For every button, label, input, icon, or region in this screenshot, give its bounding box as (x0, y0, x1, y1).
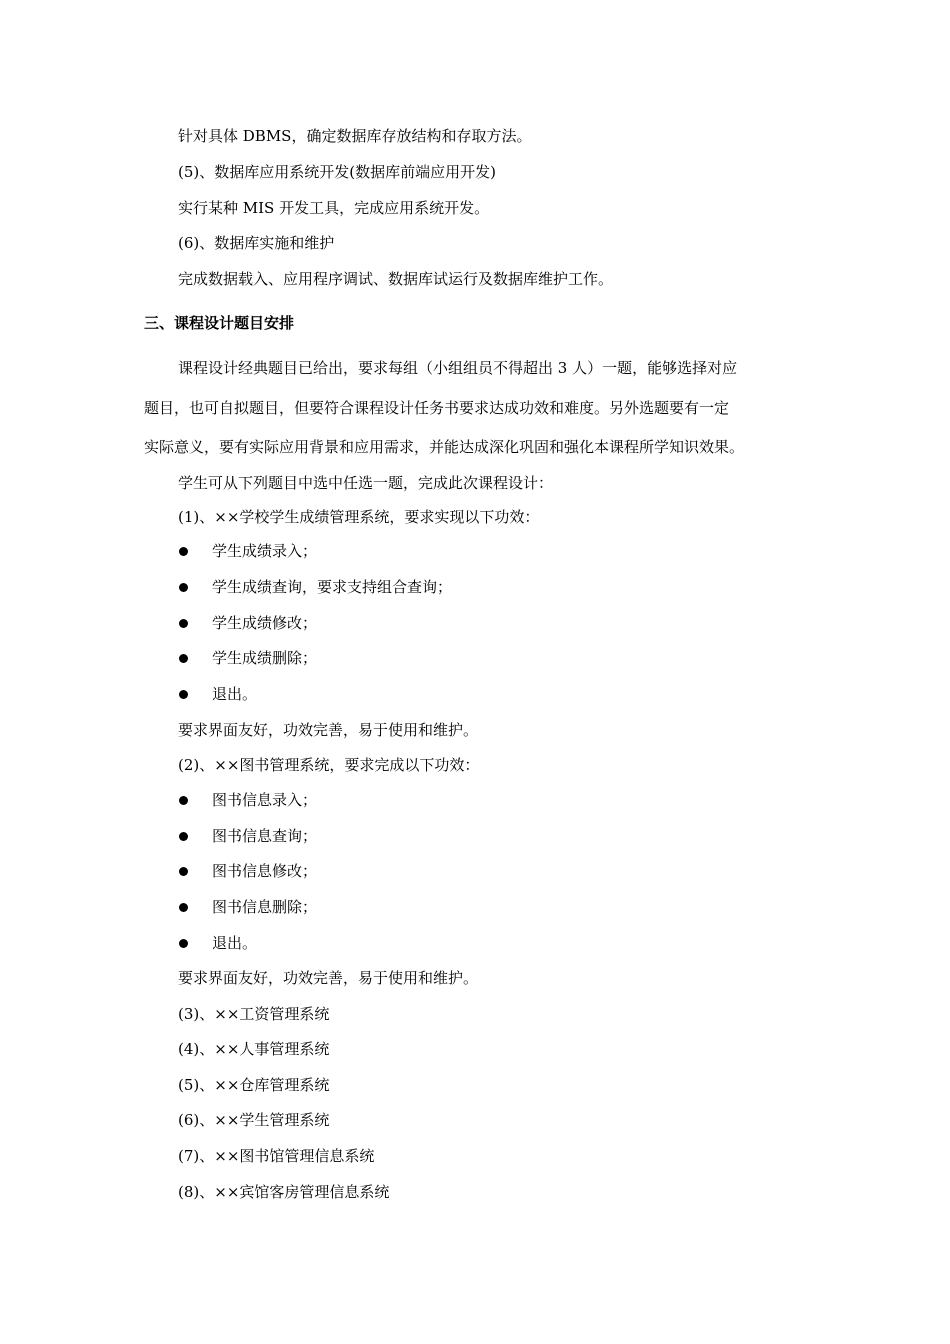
bullet-icon (179, 654, 188, 663)
bullet-item: 图书信息修改； (212, 862, 318, 880)
bullet-icon (179, 832, 188, 841)
bullet-icon (179, 619, 188, 628)
topic-title: (1)、××学校学生成绩管理系统，要求实现以下功效： (178, 508, 540, 526)
bullet-icon (179, 939, 188, 948)
text-line: 针对具体 DBMS，确定数据库存放结构和存取方法。 (178, 127, 532, 145)
step-heading: (6)、数据库实施和维护 (178, 234, 335, 252)
bullet-item: 学生成绩查询，要求支持组合查询； (212, 578, 453, 596)
paragraph-line: 题目，也可自拟题目，但要符合课程设计任务书要求达成功效和难度。另外选题要有一定 (144, 399, 730, 417)
bullet-icon (179, 547, 188, 556)
requirement-line: 要求界面友好，功效完善，易于使用和维护。 (178, 969, 479, 987)
bullet-item: 退出。 (212, 685, 258, 703)
bullet-item: 退出。 (212, 934, 258, 952)
bullet-item: 学生成绩录入； (212, 542, 318, 560)
bullet-icon (179, 690, 188, 699)
bullet-item: 学生成绩删除； (212, 649, 318, 667)
bullet-item: 学生成绩修改； (212, 614, 318, 632)
bullet-item: 图书信息删除； (212, 898, 318, 916)
topic-item: (8)、××宾馆客房管理信息系统 (178, 1183, 390, 1201)
bullet-icon (179, 796, 188, 805)
requirement-line: 要求界面友好，功效完善，易于使用和维护。 (178, 721, 479, 739)
step-heading: (5)、数据库应用系统开发(数据库前端应用开发) (178, 163, 496, 181)
bullet-icon (179, 867, 188, 876)
bullet-item: 图书信息录入； (212, 791, 318, 809)
topic-item: (7)、××图书馆管理信息系统 (178, 1147, 375, 1165)
topic-title: (2)、××图书管理系统，要求完成以下功效： (178, 756, 480, 774)
paragraph-line: 实际意义，要有实际应用背景和应用需求，并能达成深化巩固和强化本课程所学知识效果。 (144, 438, 745, 456)
topic-item: (5)、××仓库管理系统 (178, 1076, 330, 1094)
bullet-icon (179, 903, 188, 912)
intro-line: 学生可从下列题目中选中任选一题，完成此次课程设计： (178, 474, 554, 492)
topic-item: (6)、××学生管理系统 (178, 1111, 330, 1129)
topic-item: (4)、××人事管理系统 (178, 1040, 330, 1058)
text-line: 实行某种 MIS 开发工具，完成应用系统开发。 (178, 199, 490, 217)
section-heading: 三、课程设计题目安排 (144, 314, 295, 332)
bullet-item: 图书信息查询； (212, 827, 318, 845)
topic-item: (3)、××工资管理系统 (178, 1005, 330, 1023)
text-line: 完成数据载入、应用程序调试、数据库试运行及数据库维护工作。 (178, 270, 614, 288)
bullet-icon (179, 583, 188, 592)
paragraph-line: 课程设计经典题目已给出，要求每组（小组组员不得超出 3 人）一题，能够选择对应 (178, 359, 738, 377)
